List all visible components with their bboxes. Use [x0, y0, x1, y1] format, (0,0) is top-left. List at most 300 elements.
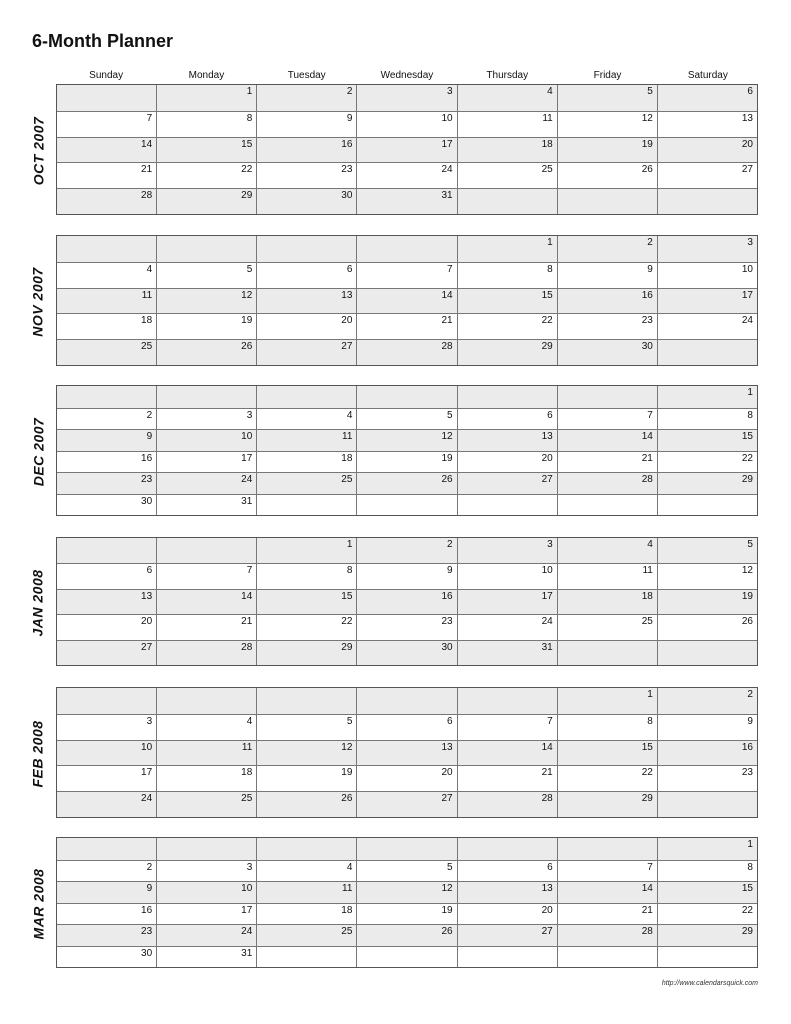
day-number: 26 — [741, 616, 753, 628]
day-cell — [356, 138, 456, 163]
day-number: 15 — [541, 289, 553, 301]
week-row — [57, 386, 757, 408]
day-cell — [657, 314, 757, 339]
day-number: 21 — [441, 315, 453, 327]
day-cell — [657, 473, 757, 494]
day-number: 3 — [447, 86, 453, 97]
day-cell — [557, 236, 657, 262]
month-label-text: MAR 2008 — [30, 868, 47, 939]
day-number: 21 — [241, 616, 253, 628]
day-cell — [356, 615, 456, 639]
day-cell — [557, 138, 657, 163]
week-row — [57, 472, 757, 494]
day-number: 19 — [441, 452, 453, 464]
day-cell — [457, 495, 557, 516]
day-cell — [156, 882, 256, 903]
day-name-thursday: Thursday — [486, 70, 529, 81]
day-cell — [457, 112, 557, 137]
month-block — [30, 837, 758, 968]
day-number: 3 — [146, 715, 153, 727]
day-cell — [57, 452, 156, 473]
day-number: 6 — [547, 409, 553, 421]
day-number: 24 — [541, 616, 553, 628]
day-number: 10 — [241, 431, 253, 442]
day-number: 4 — [246, 715, 253, 727]
day-cell — [557, 538, 657, 563]
day-cell — [57, 688, 156, 714]
day-cell — [356, 882, 456, 903]
day-number: 28 — [141, 190, 153, 202]
day-cell — [657, 236, 757, 262]
day-number: 13 — [341, 289, 353, 301]
week-row — [57, 903, 757, 925]
day-cell — [156, 590, 256, 614]
day-cell — [356, 473, 456, 494]
day-cell — [156, 766, 256, 791]
day-cell — [57, 112, 156, 137]
day-cell — [57, 138, 156, 163]
day-number: 29 — [641, 793, 653, 805]
week-row — [57, 494, 757, 516]
day-number: 25 — [541, 164, 553, 176]
day-number: 30 — [641, 341, 653, 353]
day-cell — [356, 688, 456, 714]
day-cell — [657, 564, 757, 588]
week-row — [57, 860, 757, 882]
month-label-text: OCT 2007 — [30, 116, 46, 185]
day-number: 1 — [647, 689, 653, 700]
day-cell — [356, 538, 456, 563]
day-cell — [57, 538, 156, 563]
day-cell — [57, 741, 156, 766]
day-cell — [156, 163, 256, 188]
day-number: 27 — [441, 793, 453, 805]
day-cell — [57, 473, 156, 494]
day-cell — [256, 688, 356, 714]
day-cell — [457, 590, 557, 614]
day-number: 7 — [246, 565, 253, 577]
week-row — [57, 288, 757, 314]
day-cell — [256, 792, 356, 817]
week-row — [57, 429, 757, 451]
day-number: 8 — [747, 409, 753, 421]
day-number: 5 — [246, 263, 253, 275]
day-cell — [256, 904, 356, 925]
day-cell — [557, 85, 657, 111]
day-cell — [356, 715, 456, 740]
day-number: 10 — [141, 741, 153, 753]
week-row — [57, 162, 757, 188]
day-number: 26 — [441, 926, 453, 937]
day-number: 27 — [341, 341, 353, 353]
day-cell — [57, 564, 156, 588]
week-row — [57, 538, 757, 563]
day-cell — [256, 452, 356, 473]
day-number: 15 — [241, 138, 253, 150]
day-cell — [657, 138, 757, 163]
week-row — [57, 688, 757, 714]
day-cell — [356, 641, 456, 665]
day-cell — [256, 138, 356, 163]
day-number: 31 — [441, 190, 453, 202]
day-number: 24 — [741, 315, 753, 327]
day-number: 15 — [641, 741, 653, 753]
month-label — [23, 236, 53, 367]
month-label-text: DEC 2007 — [30, 417, 46, 486]
day-number: 17 — [541, 590, 553, 602]
day-cell — [557, 766, 657, 791]
day-cell — [356, 861, 456, 882]
day-number: 31 — [541, 641, 553, 653]
day-cell — [156, 473, 256, 494]
day-cell — [156, 495, 256, 516]
day-number: 24 — [241, 926, 253, 937]
day-number: 8 — [747, 861, 753, 873]
day-cell — [356, 236, 456, 262]
day-cell — [57, 641, 156, 665]
day-cell — [57, 766, 156, 791]
day-cell — [156, 947, 256, 968]
day-cell — [557, 792, 657, 817]
day-number: 13 — [541, 883, 553, 894]
day-number: 24 — [241, 474, 253, 485]
day-cell — [256, 430, 356, 451]
day-cell — [356, 189, 456, 214]
day-cell — [657, 289, 757, 314]
day-number: 14 — [441, 289, 453, 301]
day-number: 7 — [447, 263, 453, 275]
day-number: 17 — [141, 767, 153, 779]
day-cell — [156, 688, 256, 714]
day-cell — [657, 615, 757, 639]
day-number: 10 — [241, 883, 253, 894]
day-number: 18 — [641, 590, 653, 602]
day-cell — [57, 189, 156, 214]
day-number: 3 — [246, 409, 253, 421]
day-cell — [657, 409, 757, 430]
day-name-tuesday: Tuesday — [287, 70, 326, 81]
day-cell — [356, 409, 456, 430]
day-number: 14 — [141, 138, 153, 150]
day-number: 8 — [246, 112, 253, 124]
day-number: 20 — [541, 904, 553, 916]
day-number: 4 — [146, 263, 153, 275]
day-number: 20 — [441, 767, 453, 779]
day-cell — [557, 386, 657, 408]
day-cell — [457, 409, 557, 430]
day-number: 16 — [141, 452, 153, 464]
day-cell — [256, 861, 356, 882]
week-row — [57, 451, 757, 473]
day-name-friday: Friday — [593, 70, 622, 81]
week-row — [57, 339, 757, 365]
day-number: 23 — [641, 315, 653, 327]
day-cell — [356, 925, 456, 946]
day-cell — [557, 289, 657, 314]
day-name-sunday: Sunday — [89, 70, 124, 81]
day-number: 7 — [647, 861, 653, 873]
day-cell — [156, 904, 256, 925]
day-cell — [256, 473, 356, 494]
day-cell — [156, 409, 256, 430]
day-number: 6 — [447, 715, 453, 727]
day-number: 13 — [441, 741, 453, 753]
day-number: 6 — [346, 263, 353, 275]
day-number: 20 — [141, 616, 153, 628]
day-number: 13 — [141, 590, 153, 602]
day-name-wednesday: Wednesday — [380, 70, 434, 81]
day-number: 17 — [441, 138, 453, 150]
day-cell — [156, 112, 256, 137]
day-cell — [657, 766, 757, 791]
day-cell — [657, 112, 757, 137]
day-number: 20 — [741, 138, 753, 150]
day-number: 26 — [341, 793, 353, 805]
day-cell — [557, 430, 657, 451]
day-cell — [356, 430, 456, 451]
day-number: 30 — [141, 947, 153, 959]
day-number: 2 — [146, 409, 153, 421]
month-label — [23, 838, 53, 969]
day-cell — [457, 641, 557, 665]
day-cell — [557, 688, 657, 714]
day-number: 11 — [342, 883, 353, 894]
day-number: 1 — [346, 539, 353, 550]
day-number: 21 — [141, 164, 153, 176]
day-number: 15 — [741, 883, 753, 894]
day-cell — [657, 792, 757, 817]
day-cell — [557, 590, 657, 614]
day-cell — [256, 715, 356, 740]
day-cell — [457, 882, 557, 903]
day-number: 23 — [441, 616, 453, 628]
day-cell — [457, 314, 557, 339]
month-block — [30, 687, 758, 818]
day-cell — [57, 236, 156, 262]
day-number: 4 — [346, 409, 353, 421]
day-cell — [356, 792, 456, 817]
week-row — [57, 589, 757, 614]
day-cell — [256, 85, 356, 111]
day-cell — [256, 236, 356, 262]
month-label-text: NOV 2007 — [30, 266, 46, 337]
day-cell — [256, 163, 356, 188]
day-number: 29 — [741, 926, 753, 937]
day-number: 23 — [741, 767, 753, 779]
day-cell — [457, 688, 557, 714]
day-cell — [457, 386, 557, 408]
month-block — [30, 84, 758, 215]
week-row — [57, 614, 757, 639]
day-cell — [256, 495, 356, 516]
day-cell — [557, 189, 657, 214]
month-label — [23, 85, 53, 216]
day-number: 18 — [341, 904, 353, 916]
day-cell — [356, 452, 456, 473]
day-cell — [457, 538, 557, 563]
day-cell — [256, 189, 356, 214]
day-cell — [256, 409, 356, 430]
day-cell — [557, 340, 657, 365]
day-cell — [356, 495, 456, 516]
day-cell — [156, 838, 256, 860]
day-name-header — [56, 70, 758, 84]
day-cell — [457, 947, 557, 968]
day-cell — [356, 564, 456, 588]
day-number: 9 — [146, 431, 153, 442]
day-cell — [657, 925, 757, 946]
day-number: 30 — [141, 495, 153, 507]
day-cell — [657, 641, 757, 665]
week-row — [57, 714, 757, 740]
day-cell — [57, 904, 156, 925]
day-number: 4 — [647, 539, 653, 550]
day-number: 30 — [341, 190, 353, 202]
day-cell — [57, 925, 156, 946]
day-number: 12 — [441, 431, 453, 442]
day-cell — [657, 452, 757, 473]
day-cell — [256, 538, 356, 563]
day-number: 2 — [647, 237, 653, 248]
day-number: 16 — [641, 289, 653, 301]
day-cell — [57, 314, 156, 339]
day-number: 26 — [441, 474, 453, 485]
day-cell — [557, 861, 657, 882]
day-number: 17 — [741, 289, 753, 301]
day-number: 6 — [547, 861, 553, 873]
day-number: 25 — [141, 341, 153, 353]
day-cell — [156, 564, 256, 588]
day-cell — [356, 263, 456, 288]
day-cell — [457, 766, 557, 791]
day-number: 15 — [741, 431, 753, 442]
day-cell — [356, 112, 456, 137]
day-number: 25 — [241, 793, 253, 805]
day-cell — [156, 615, 256, 639]
day-number: 9 — [146, 883, 153, 894]
day-cell — [156, 189, 256, 214]
week-row — [57, 765, 757, 791]
day-number: 13 — [541, 431, 553, 442]
day-cell — [657, 741, 757, 766]
day-cell — [57, 715, 156, 740]
day-number: 1 — [747, 387, 753, 398]
day-number: 11 — [542, 112, 553, 124]
day-number: 19 — [341, 767, 353, 779]
day-number: 29 — [241, 190, 253, 202]
day-cell — [657, 882, 757, 903]
day-cell — [57, 263, 156, 288]
day-cell — [657, 263, 757, 288]
day-cell — [657, 688, 757, 714]
day-cell — [57, 947, 156, 968]
month-label — [23, 688, 53, 819]
day-number: 12 — [741, 565, 753, 577]
week-row — [57, 563, 757, 588]
day-number: 3 — [547, 539, 553, 550]
day-number: 12 — [341, 741, 353, 753]
day-cell — [256, 314, 356, 339]
day-number: 16 — [141, 904, 153, 916]
day-number: 22 — [741, 904, 753, 916]
day-number: 8 — [346, 565, 353, 577]
day-number: 10 — [741, 263, 753, 275]
day-cell — [356, 741, 456, 766]
day-cell — [356, 163, 456, 188]
day-cell — [657, 386, 757, 408]
week-row — [57, 262, 757, 288]
day-cell — [356, 766, 456, 791]
day-number: 19 — [441, 904, 453, 916]
week-row — [57, 946, 757, 968]
day-cell — [457, 615, 557, 639]
day-number: 13 — [741, 112, 753, 124]
week-row — [57, 313, 757, 339]
day-number: 12 — [241, 289, 253, 301]
day-cell — [657, 904, 757, 925]
day-cell — [256, 263, 356, 288]
day-cell — [557, 882, 657, 903]
day-cell — [57, 163, 156, 188]
day-number: 22 — [241, 164, 253, 176]
day-number: 10 — [541, 565, 553, 577]
day-cell — [356, 947, 456, 968]
day-cell — [457, 792, 557, 817]
day-cell — [156, 430, 256, 451]
day-number: 9 — [747, 715, 753, 727]
day-cell — [356, 386, 456, 408]
day-number: 3 — [747, 237, 753, 248]
day-cell — [657, 590, 757, 614]
day-cell — [457, 452, 557, 473]
day-number: 8 — [647, 715, 653, 727]
month-label-text: FEB 2008 — [30, 719, 47, 788]
day-number: 3 — [246, 861, 253, 873]
day-number: 11 — [342, 431, 353, 442]
day-cell — [156, 538, 256, 563]
day-cell — [156, 138, 256, 163]
month-block — [30, 235, 758, 366]
week-row — [57, 111, 757, 137]
day-name-monday: Monday — [188, 70, 225, 81]
day-number: 27 — [741, 164, 753, 176]
day-cell — [156, 85, 256, 111]
day-cell — [557, 163, 657, 188]
day-number: 23 — [341, 164, 353, 176]
day-cell — [457, 741, 557, 766]
day-cell — [457, 904, 557, 925]
day-cell — [156, 289, 256, 314]
day-number: 22 — [541, 315, 553, 327]
day-cell — [457, 289, 557, 314]
day-number: 25 — [341, 474, 353, 485]
day-number: 28 — [241, 641, 253, 653]
day-cell — [57, 386, 156, 408]
day-number: 23 — [141, 474, 153, 485]
day-cell — [156, 314, 256, 339]
day-cell — [156, 792, 256, 817]
week-row — [57, 881, 757, 903]
day-cell — [657, 495, 757, 516]
day-number: 12 — [441, 883, 453, 894]
day-number: 1 — [547, 237, 553, 248]
day-number: 28 — [441, 341, 453, 353]
day-cell — [57, 409, 156, 430]
week-row — [57, 137, 757, 163]
day-cell — [657, 715, 757, 740]
day-cell — [557, 615, 657, 639]
day-number: 31 — [241, 495, 253, 507]
